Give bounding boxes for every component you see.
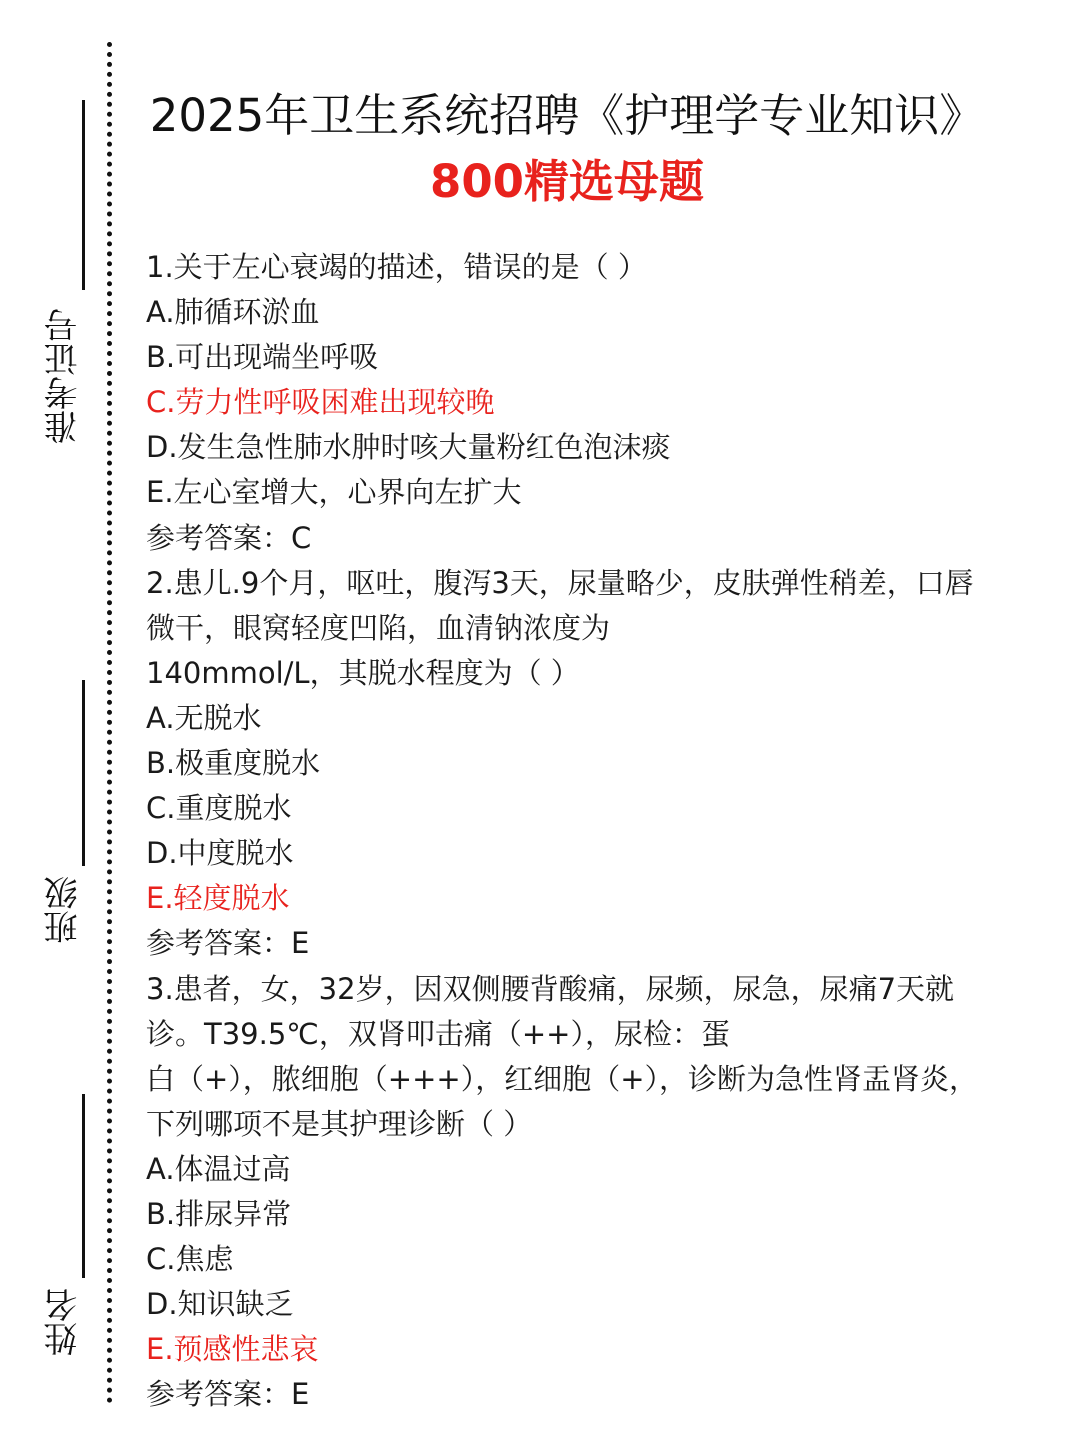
exam-number-label: 准考证号 — [44, 308, 84, 444]
page-header — [112, 86, 1022, 212]
option-e-correct: E.轻度脱水 — [146, 881, 290, 916]
question-stem-line: 微干，眼窝轻度凹陷，血清钠浓度为 — [146, 610, 611, 645]
reference-answer: 参考答案：C — [146, 520, 312, 555]
question-3 — [146, 967, 1066, 1418]
name-underline — [82, 1094, 85, 1278]
option-c-correct: C.劳力性呼吸困难出现较晚 — [146, 385, 495, 420]
question-stem-line: 1.关于左心衰竭的描述，错误的是（ ） — [146, 250, 647, 284]
option-c: C.焦虑 — [146, 1242, 234, 1277]
option-a: A.体温过高 — [146, 1151, 291, 1186]
question-stem-line: 140mmol/L，其脱水程度为（ ） — [146, 655, 580, 690]
question-stem-line: 诊。T39.5℃，双肾叩击痛（++），尿检：蛋 — [146, 1016, 730, 1051]
question-1 — [146, 245, 1066, 561]
option-b: B.排尿异常 — [146, 1196, 292, 1231]
name-field — [44, 1094, 94, 1356]
question-stem-line: 2.患儿.9个月，呕吐，腹泻3天，尿量略少，皮肤弹性稍差，口唇 — [146, 565, 974, 600]
option-d: D.知识缺乏 — [146, 1287, 294, 1322]
reference-answer: 参考答案：E — [146, 926, 310, 961]
option-e-correct: E.预感性悲哀 — [146, 1332, 319, 1367]
question-stem-line: 下列哪项不是其护理诊断（ ） — [146, 1106, 533, 1141]
exam-number-field — [44, 100, 94, 444]
option-d: D.中度脱水 — [146, 836, 294, 871]
option-a: A.无脱水 — [146, 700, 262, 735]
reference-answer: 参考答案：E — [146, 1377, 310, 1412]
binding-dotted-line — [107, 42, 112, 1404]
page-subtitle: 800精选母题 — [430, 155, 704, 208]
option-e: E.左心室增大，心界向左扩大 — [146, 475, 522, 510]
option-a: A.肺循环淤血 — [146, 295, 320, 330]
class-field — [44, 680, 94, 944]
name-label: 姓名 — [44, 1288, 84, 1356]
question-2 — [146, 561, 1066, 967]
class-underline — [82, 680, 85, 866]
question-list — [146, 245, 1066, 1417]
option-c: C.重度脱水 — [146, 791, 292, 826]
question-stem-line: 3.患者，女，32岁，因双侧腰背酸痛，尿频，尿急，尿痛7天就 — [146, 971, 955, 1006]
option-b: B.可出现端坐呼吸 — [146, 340, 379, 375]
option-d: D.发生急性肺水肿时咳大量粉红色泡沫痰 — [146, 430, 671, 465]
question-stem-line: 白（+），脓细胞（+++），红细胞（+），诊断为急性肾盂肾炎， — [146, 1061, 978, 1096]
exam-number-underline — [82, 100, 85, 290]
page-title: 2025年卫生系统招聘《护理学专业知识》 — [149, 89, 985, 142]
class-label: 班级 — [44, 876, 84, 944]
option-b: B.极重度脱水 — [146, 746, 321, 781]
